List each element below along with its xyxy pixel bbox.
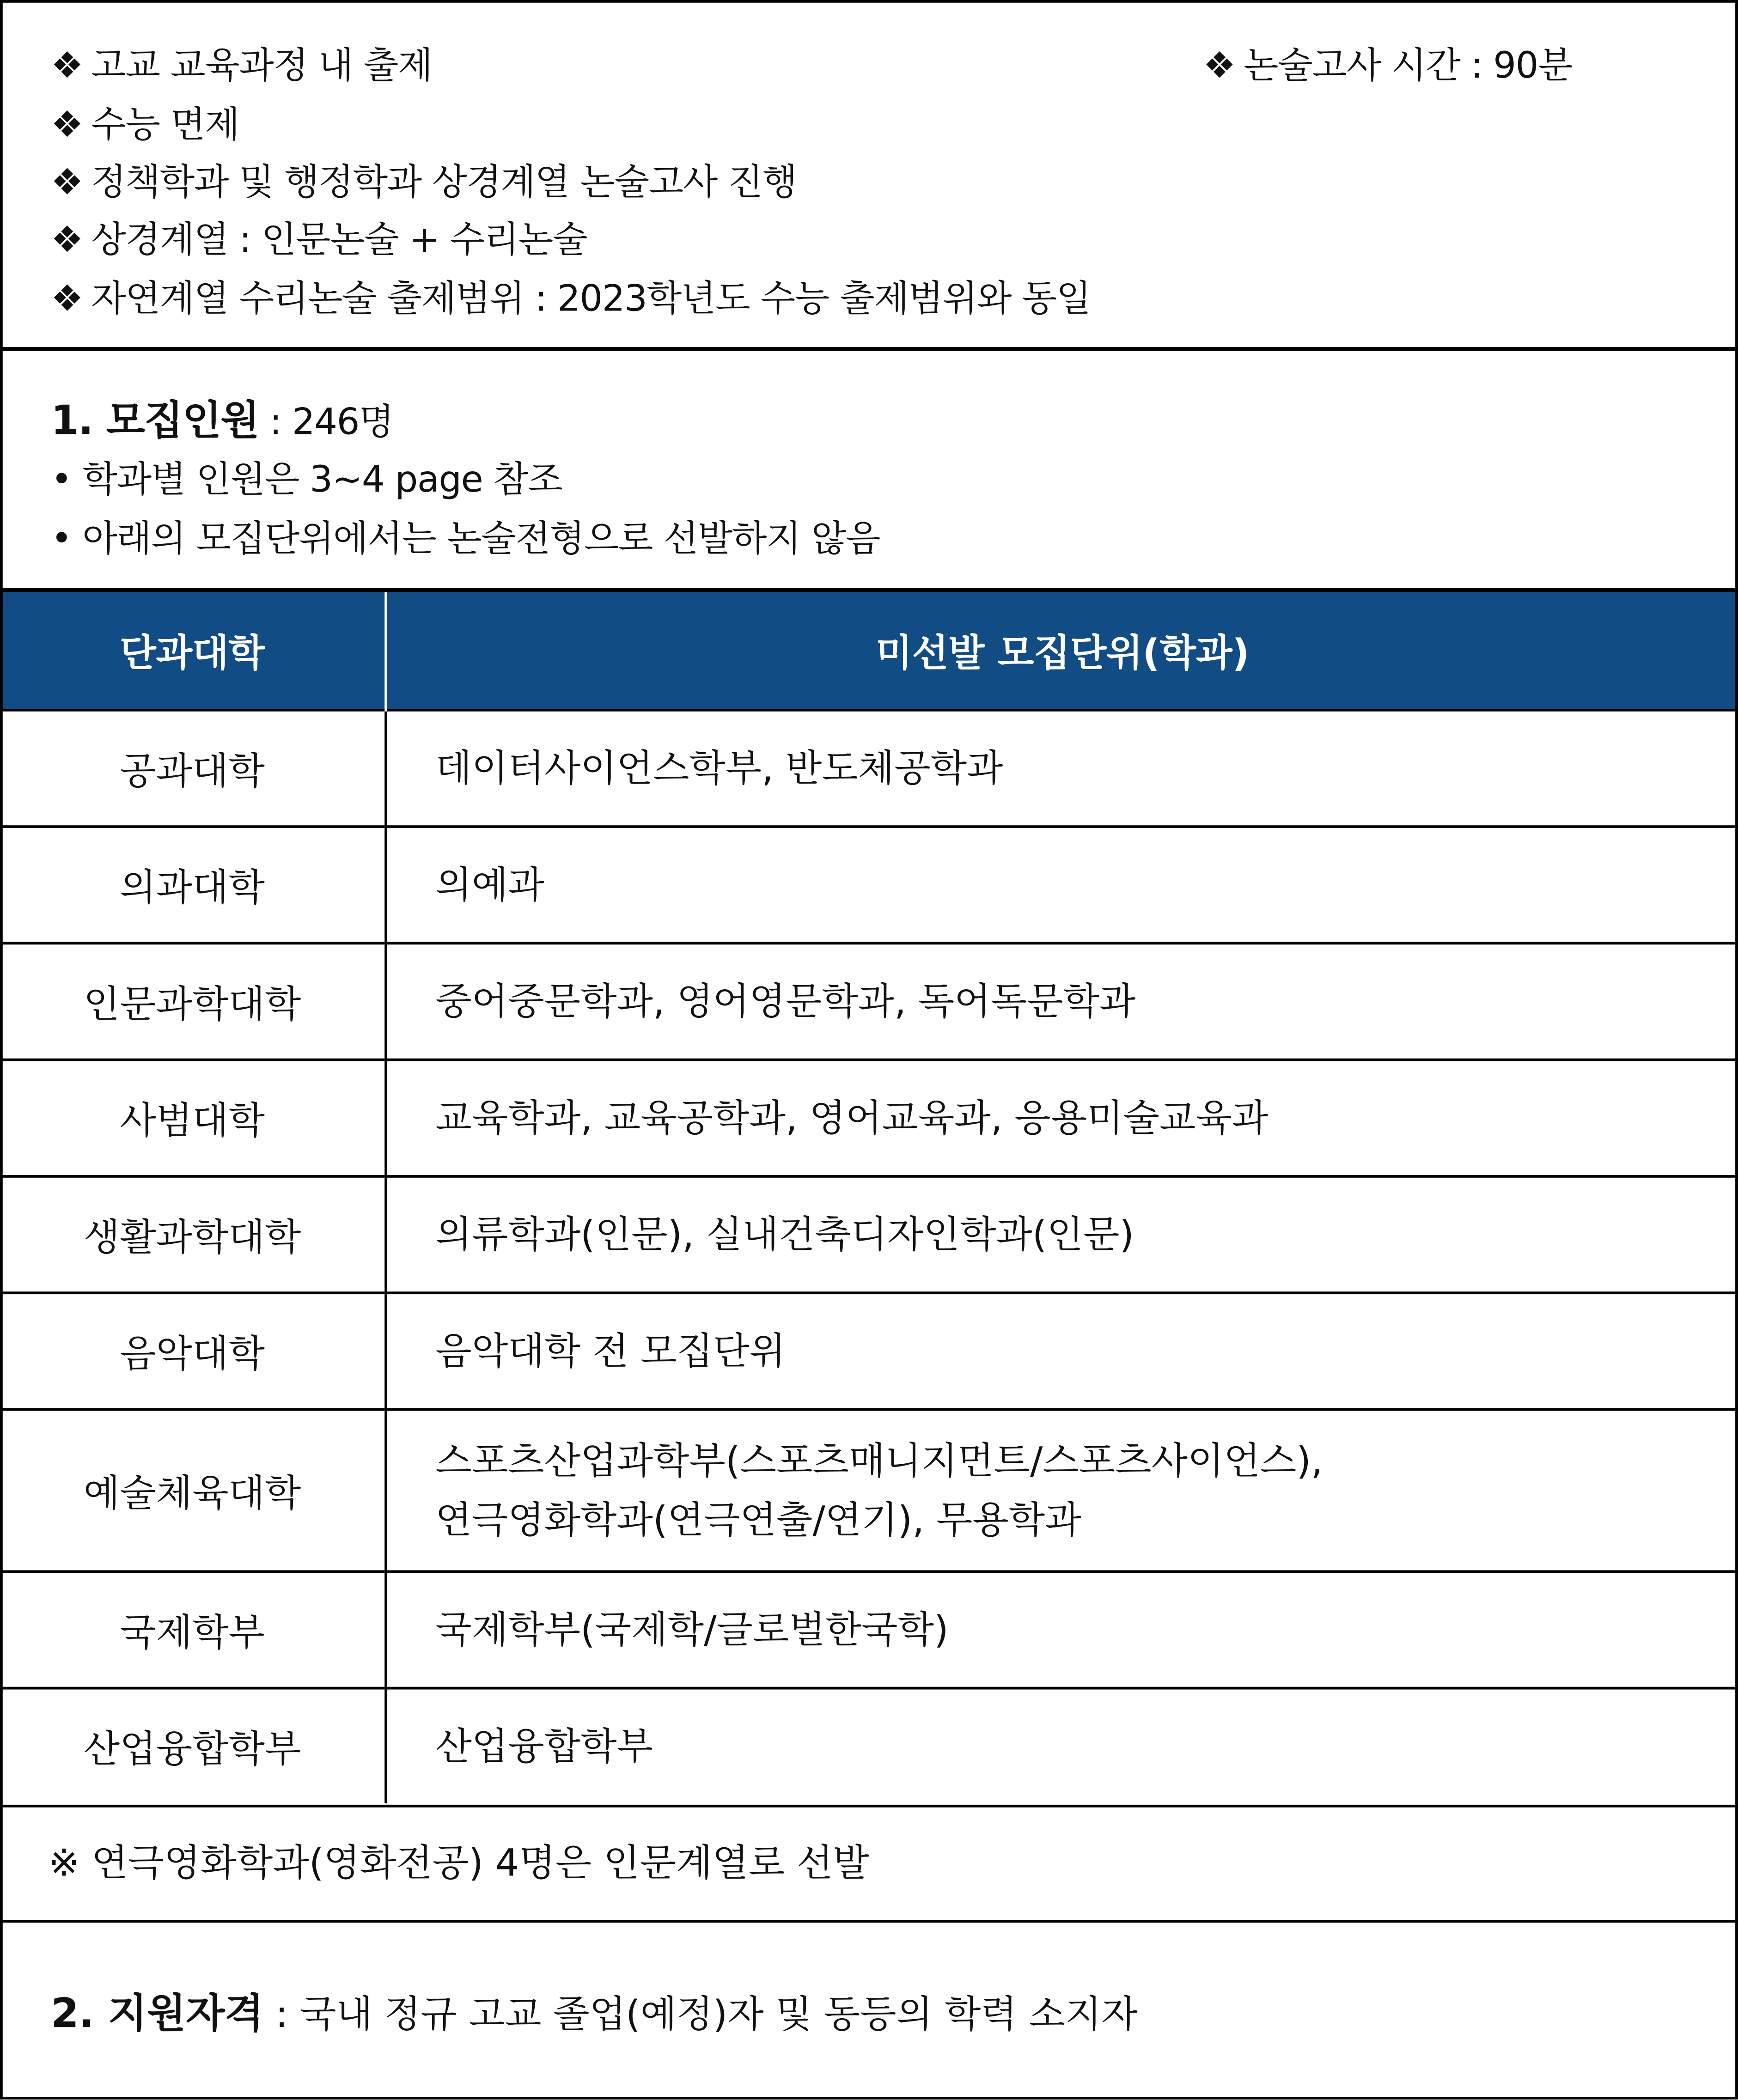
- bullet-item: • 아래의 모집단위에서는 논술전형으로 선발하지 않음: [51, 518, 880, 560]
- units-cell: 데이터사이언스학부, 반도체공학과: [386, 710, 1738, 827]
- college-cell: 인문과학대학: [0, 943, 386, 1059]
- diamond-bullet-icon: ❖: [51, 219, 83, 262]
- units-cell: 교육학과, 교육공학과, 영어교육과, 응용미술교육과: [386, 1060, 1738, 1176]
- bullet-item: • 학과별 인원은 3~4 page 참조: [51, 459, 562, 501]
- units-line: 연극영화학과(연극연출/연기), 무용학과: [435, 1497, 1081, 1542]
- diamond-bullet-icon: ❖: [1203, 45, 1235, 87]
- film-major-note: ※ 연극영화학과(영화전공) 4명은 인문계열로 선발: [0, 1805, 1738, 1923]
- diamond-bullet-icon: ❖: [51, 279, 83, 321]
- college-cell: 공과대학: [0, 710, 386, 827]
- note-text: 수능 면제: [91, 104, 239, 146]
- units-cell: 의예과: [386, 827, 1738, 943]
- note-text: 자연계열 수리논술 출제범위 : 2023학년도 수능 출제범위와 동일: [91, 279, 1091, 321]
- header-units: 미선발 모집단위(학과): [386, 592, 1738, 710]
- exam-time-text: 논술고사 시간 : 90분: [1243, 45, 1573, 87]
- diamond-bullet-icon: ❖: [51, 162, 83, 204]
- recruitment-value: : 246명: [259, 402, 394, 444]
- note-text: 상경계열 : 인문논술 + 수리논술: [91, 219, 587, 262]
- diamond-bullet-icon: ❖: [51, 104, 83, 146]
- diamond-bullet-icon: ❖: [51, 45, 83, 87]
- units-cell: 음악대학 전 모집단위: [386, 1293, 1738, 1409]
- college-cell: 음악대학: [0, 1293, 386, 1409]
- college-cell: 의과대학: [0, 827, 386, 943]
- units-cell: 의류학과(인문), 실내건축디자인학과(인문): [386, 1176, 1738, 1293]
- section-title: 1. 모집인원: [51, 398, 259, 445]
- eligibility-value: : 국내 정규 고교 졸업(예정)자 및 동등의 학력 소지자: [263, 1992, 1138, 2037]
- section-title: 2. 지원자격: [51, 1990, 264, 2038]
- college-cell: 예술체육대학: [0, 1409, 386, 1571]
- note-text: 정책학과 및 행정학과 상경계열 논술고사 진행: [91, 162, 797, 204]
- units-cell: 산업융합학부: [386, 1688, 1738, 1803]
- units-cell: 국제학부(국제학/글로벌한국학): [386, 1571, 1738, 1688]
- note-text: 고교 교육과정 내 출제: [91, 45, 433, 87]
- college-cell: 사범대학: [0, 1060, 386, 1176]
- college-cell: 국제학부: [0, 1571, 386, 1688]
- header-college: 단과대학: [0, 592, 386, 710]
- college-cell: 생활과학대학: [0, 1176, 386, 1293]
- college-cell: 산업융합학부: [0, 1688, 386, 1803]
- units-cell: 중어중문학과, 영어영문학과, 독어독문학과: [386, 943, 1738, 1059]
- units-line: 스포츠산업과학부(스포츠매니지먼트/스포츠사이언스),: [435, 1438, 1323, 1483]
